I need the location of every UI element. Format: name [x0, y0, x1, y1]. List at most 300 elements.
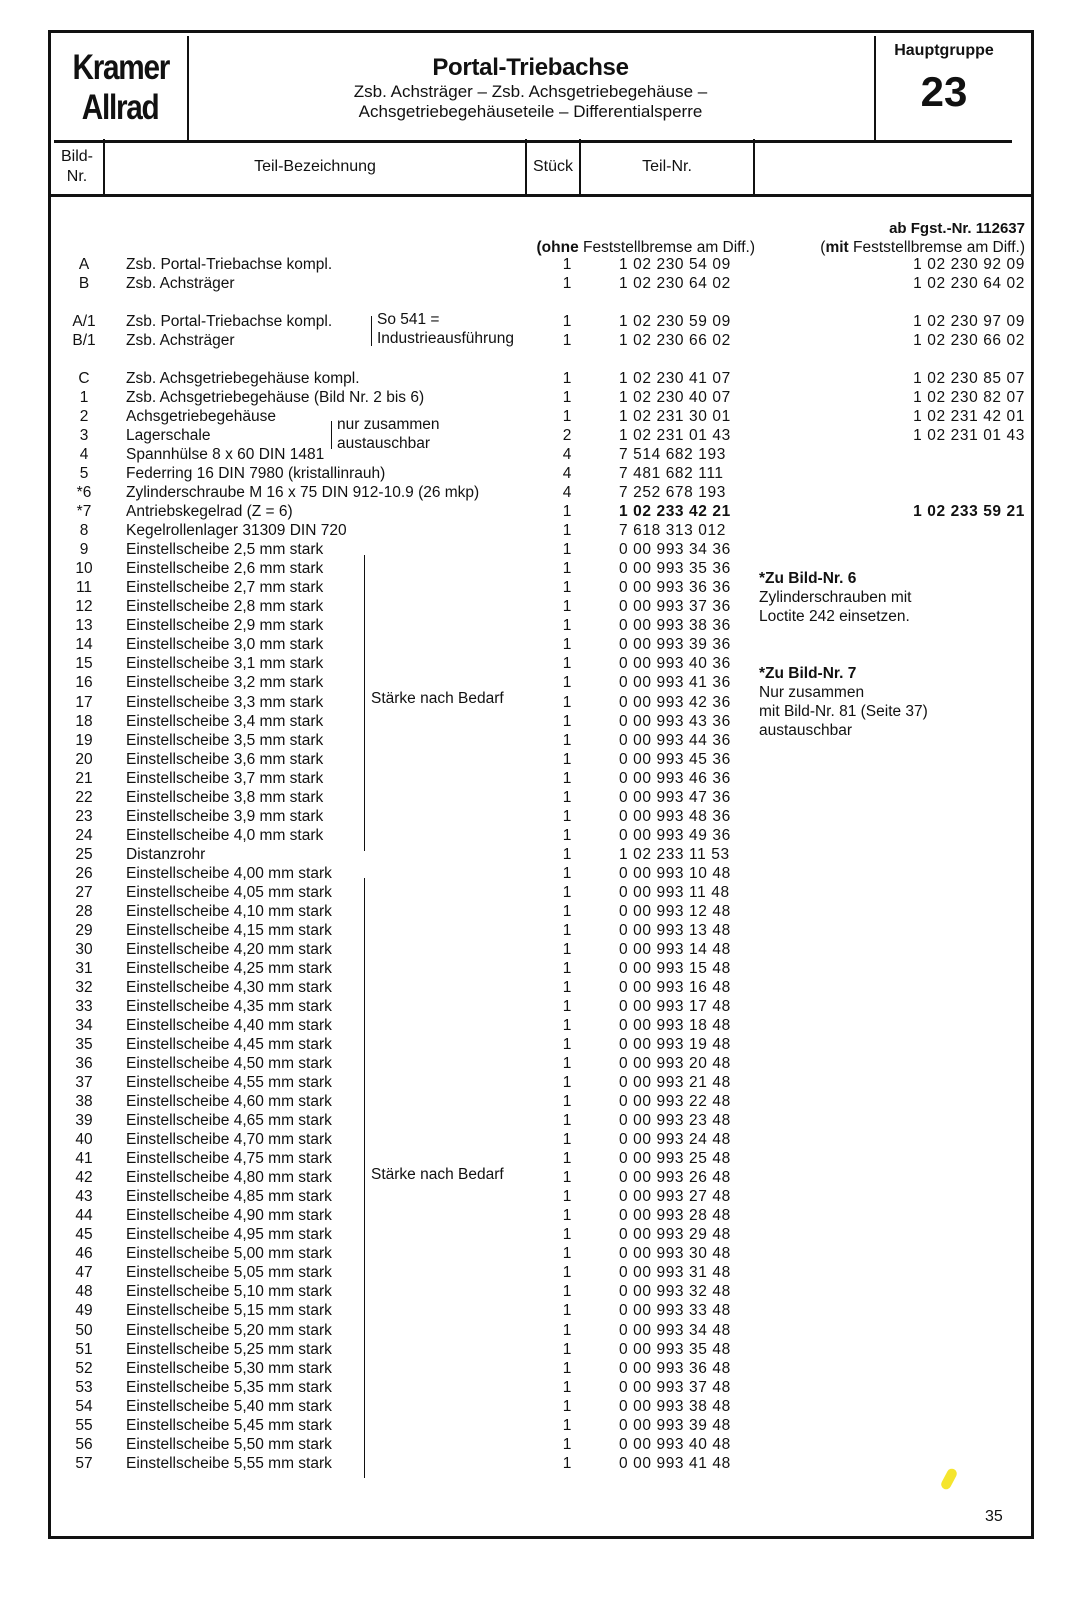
- bezeichnung-cell: Zsb. Achsgetriebegehäuse (Bild Nr. 2 bis 6): [126, 389, 425, 407]
- teil-nr-cell: 0 00 993 43 36: [619, 712, 731, 730]
- teil-nr-alt-cell: 1 02 230 66 02: [913, 332, 1025, 349]
- stueck-cell: 1: [562, 1359, 572, 1377]
- bezeichnung-cell: Zsb. Portal-Triebachse kompl.: [126, 313, 333, 330]
- stueck-cell: 1: [562, 1454, 572, 1472]
- bezeichnung-cell: Einstellscheibe 4,15 mm stark: [126, 921, 332, 939]
- bild-nr-cell: 34: [75, 1017, 93, 1035]
- table-row: [51, 1130, 1031, 1149]
- column-header-teil-nr: Teil-Nr.: [642, 157, 692, 175]
- bezeichnung-cell: Einstellscheibe 4,10 mm stark: [126, 902, 332, 920]
- bild-nr-cell: 20: [75, 750, 93, 768]
- table-row: [51, 388, 1031, 407]
- bezeichnung-cell: Federring 16 DIN 7980 (kristallinrauh): [126, 465, 386, 483]
- stueck-cell: 1: [562, 1112, 572, 1130]
- bild-nr-cell: 53: [75, 1378, 93, 1396]
- stueck-cell: 1: [562, 1397, 572, 1415]
- bild-nr-cell: 41: [75, 1150, 93, 1168]
- stueck-cell: 1: [562, 921, 572, 939]
- staerke-note-1: Stärke nach Bedarf: [371, 690, 504, 707]
- bezeichnung-cell: Einstellscheibe 5,45 mm stark: [126, 1416, 332, 1434]
- teil-nr-cell: 0 00 993 38 36: [619, 617, 731, 635]
- bild-nr-cell: 9: [79, 541, 89, 559]
- stueck-cell: 1: [562, 1264, 572, 1282]
- bezeichnung-cell: Einstellscheibe 4,00 mm stark: [126, 864, 332, 882]
- note7-line-1: Nur zusammen: [759, 684, 865, 701]
- table-row: [51, 1378, 1031, 1397]
- bild-nr-cell: A: [78, 256, 90, 273]
- table-row: [51, 864, 1031, 883]
- stueck-cell: 1: [562, 1188, 572, 1206]
- staerke-note-2: Stärke nach Bedarf: [371, 1166, 504, 1183]
- nur-zusammen-line-1: nur zusammen: [337, 416, 440, 433]
- teil-nr-cell: 0 00 993 30 48: [619, 1245, 731, 1263]
- bezeichnung-cell: Einstellscheibe 3,3 mm stark: [126, 693, 324, 711]
- table-row: [51, 1397, 1031, 1416]
- column-header-bezeichnung: Teil-Bezeichnung: [254, 157, 376, 175]
- bild-nr-cell: B/1: [72, 332, 96, 349]
- bild-nr-cell: *7: [76, 503, 92, 521]
- stueck-cell: 1: [562, 731, 572, 749]
- stueck-cell: 1: [562, 1416, 572, 1434]
- bild-nr-cell: 52: [75, 1359, 93, 1377]
- bild-nr-cell: *6: [76, 484, 92, 502]
- bild-nr-cell: 56: [75, 1435, 93, 1453]
- teil-nr-cell: 0 00 993 19 48: [619, 1036, 731, 1054]
- bild-nr-cell: 48: [75, 1283, 93, 1301]
- bezeichnung-cell: Einstellscheibe 5,00 mm stark: [126, 1245, 332, 1263]
- stueck-cell: 1: [562, 256, 572, 273]
- bild-nr-cell: 32: [75, 978, 93, 996]
- so541-bracket: [371, 316, 372, 346]
- bezeichnung-cell: Einstellscheibe 3,7 mm stark: [126, 769, 324, 787]
- subtitle-line-1: Zsb. Achsträger – Zsb. Achsgetriebegehäuse –: [353, 82, 708, 101]
- stueck-cell: 1: [562, 370, 572, 387]
- bild-nr-cell: B: [78, 275, 90, 292]
- bezeichnung-cell: Einstellscheibe 3,1 mm stark: [126, 655, 324, 673]
- teil-nr-cell: 0 00 993 46 36: [619, 769, 731, 787]
- teil-nr-alt-cell: 1 02 230 85 07: [913, 370, 1025, 387]
- table-row: [51, 274, 1031, 293]
- bezeichnung-cell: Einstellscheibe 4,85 mm stark: [126, 1188, 332, 1206]
- teil-nr-cell: 0 00 993 29 48: [619, 1226, 731, 1244]
- bezeichnung-cell: Zsb. Achsgetriebegehäuse kompl.: [126, 370, 360, 387]
- table-row: [51, 369, 1031, 388]
- bezeichnung-cell: Einstellscheibe 3,8 mm stark: [126, 788, 324, 806]
- note6-title: *Zu Bild-Nr. 6: [759, 570, 857, 587]
- table-row: [51, 788, 1031, 807]
- stueck-cell: 1: [562, 598, 572, 616]
- stueck-cell: 1: [562, 674, 572, 692]
- bild-nr-cell: 26: [75, 864, 93, 882]
- teil-nr-alt-cell: 1 02 230 92 09: [913, 256, 1025, 273]
- teil-nr-cell: 0 00 993 18 48: [619, 1017, 731, 1035]
- table-row: [51, 312, 1031, 331]
- stueck-cell: 1: [562, 408, 572, 426]
- brand-line-2: Allrad: [82, 88, 159, 127]
- bild-nr-cell: 28: [75, 902, 93, 920]
- bild-nr-cell: 22: [75, 788, 93, 806]
- stueck-cell: 1: [562, 655, 572, 673]
- page-title: Portal-Triebachse: [432, 54, 629, 81]
- bezeichnung-cell: Einstellscheibe 3,0 mm stark: [126, 636, 324, 654]
- stueck-cell: 1: [562, 693, 572, 711]
- bezeichnung-cell: Einstellscheibe 3,9 mm stark: [126, 807, 324, 825]
- stueck-cell: 2: [562, 427, 572, 445]
- table-row: [51, 1244, 1031, 1263]
- bezeichnung-cell: Einstellscheibe 4,35 mm stark: [126, 997, 332, 1015]
- table-row: [51, 1301, 1031, 1320]
- stueck-cell: 1: [562, 1302, 572, 1320]
- bild-nr-cell: 40: [75, 1131, 93, 1149]
- teil-nr-cell: 0 00 993 22 48: [619, 1093, 731, 1111]
- table-row: [51, 1321, 1031, 1340]
- stueck-cell: 1: [562, 769, 572, 787]
- bezeichnung-cell: Einstellscheibe 3,5 mm stark: [126, 731, 324, 749]
- table-row: [51, 1435, 1031, 1454]
- stueck-cell: 1: [562, 560, 572, 578]
- table-row: [51, 426, 1031, 445]
- so541-note-line-2: Industrieausführung: [377, 330, 515, 347]
- table-row: [51, 1054, 1031, 1073]
- teil-nr-cell: 0 00 993 42 36: [619, 693, 731, 711]
- stueck-cell: 1: [562, 1055, 572, 1073]
- stueck-cell: 1: [562, 807, 572, 825]
- bezeichnung-cell: Achsgetriebegehäuse: [126, 408, 276, 426]
- bild-nr-cell: 21: [75, 769, 93, 787]
- title-block: [187, 36, 874, 143]
- teil-nr-cell: 0 00 993 45 36: [619, 750, 731, 768]
- stueck-cell: 1: [562, 1017, 572, 1035]
- teil-nr-alt-cell: 1 02 233 59 21: [913, 503, 1025, 521]
- bezeichnung-cell: Kegelrollenlager 31309 DIN 720: [126, 522, 347, 540]
- teil-nr-cell: 0 00 993 17 48: [619, 997, 731, 1015]
- table-row: [51, 769, 1031, 788]
- teil-nr-cell: 0 00 993 15 48: [619, 959, 731, 977]
- bild-nr-cell: 29: [75, 921, 93, 939]
- bezeichnung-cell: Einstellscheibe 5,55 mm stark: [126, 1454, 332, 1472]
- stueck-cell: 1: [562, 1131, 572, 1149]
- table-row: [51, 997, 1031, 1016]
- table-row: [51, 902, 1031, 921]
- table-row: [51, 807, 1031, 826]
- bild-nr-cell: 35: [75, 1036, 93, 1054]
- teil-nr-cell: 0 00 993 16 48: [619, 978, 731, 996]
- stueck-cell: 1: [562, 522, 572, 540]
- bild-nr-cell: 47: [75, 1264, 93, 1282]
- bild-nr-cell: 55: [75, 1416, 93, 1434]
- note6-line-1: Zylinderschrauben mit: [759, 589, 912, 606]
- stueck-cell: 1: [562, 1340, 572, 1358]
- table-row: [51, 1282, 1031, 1301]
- table-row: [51, 1454, 1031, 1473]
- stueck-cell: 1: [562, 579, 572, 597]
- ohne-feststellbremse-label: (ohne Feststellbremse am Diff.): [536, 239, 755, 256]
- bild-nr-cell: 8: [79, 522, 89, 540]
- stueck-cell: 1: [562, 636, 572, 654]
- bezeichnung-cell: Einstellscheibe 2,7 mm stark: [126, 579, 324, 597]
- bild-nr-cell: 24: [75, 826, 93, 844]
- table-row: [51, 1073, 1031, 1092]
- bezeichnung-cell: Einstellscheibe 4,20 mm stark: [126, 940, 332, 958]
- bezeichnung-cell: Einstellscheibe 4,50 mm stark: [126, 1055, 332, 1073]
- bezeichnung-cell: Einstellscheibe 2,9 mm stark: [126, 617, 324, 635]
- bild-nr-cell: 18: [75, 712, 93, 730]
- teil-nr-cell: 0 00 993 21 48: [619, 1074, 731, 1092]
- table-row: [51, 1092, 1031, 1111]
- teil-nr-cell: 0 00 993 47 36: [619, 788, 731, 806]
- bild-nr-cell: 2: [79, 408, 89, 426]
- stueck-cell: 1: [562, 845, 572, 863]
- bezeichnung-cell: Einstellscheibe 3,6 mm stark: [126, 750, 324, 768]
- stueck-cell: 1: [562, 503, 572, 521]
- column-header-stueck: Stück: [532, 157, 573, 175]
- bild-nr-cell: 31: [75, 959, 93, 977]
- table-row: [51, 1416, 1031, 1435]
- column-header-bild-nr: Bild- Nr.: [60, 147, 93, 185]
- teil-nr-cell: 0 00 993 24 48: [619, 1131, 731, 1149]
- so541-note-line-1: So 541 =: [377, 311, 440, 328]
- table-row: [51, 959, 1031, 978]
- table-row: [51, 407, 1031, 426]
- bild-nr-cell: 33: [75, 997, 93, 1015]
- stueck-cell: 1: [562, 940, 572, 958]
- teil-nr-cell: 1 02 230 59 09: [619, 313, 731, 330]
- table-row: [51, 1206, 1031, 1225]
- stueck-cell: 1: [562, 1226, 572, 1244]
- bezeichnung-cell: Einstellscheibe 5,35 mm stark: [126, 1378, 332, 1396]
- bild-nr-cell: 1: [79, 389, 89, 407]
- ab-fgst-label: ab Fgst.-Nr. 112637: [889, 220, 1025, 237]
- teil-nr-cell: 1 02 230 41 07: [619, 370, 731, 387]
- teil-nr-cell: 0 00 993 40 36: [619, 655, 731, 673]
- stueck-cell: 1: [562, 275, 572, 292]
- teil-nr-cell: 0 00 993 36 48: [619, 1359, 731, 1377]
- bezeichnung-cell: Einstellscheibe 3,2 mm stark: [126, 674, 324, 692]
- teil-nr-alt-cell: 1 02 230 64 02: [913, 275, 1025, 292]
- teil-nr-cell: 0 00 993 14 48: [619, 940, 731, 958]
- bezeichnung-cell: Spannhülse 8 x 60 DIN 1481: [126, 446, 325, 464]
- note7-title: *Zu Bild-Nr. 7: [759, 665, 857, 682]
- note6-line-2: Loctite 242 einsetzen.: [759, 608, 910, 625]
- teil-nr-cell: 0 00 993 26 48: [619, 1169, 731, 1187]
- table-row: [51, 1035, 1031, 1054]
- bild-nr-cell: 54: [75, 1397, 93, 1415]
- teil-nr-cell: 7 618 313 012: [619, 522, 726, 540]
- teil-nr-cell: 0 00 993 40 48: [619, 1435, 731, 1453]
- table-row: [51, 940, 1031, 959]
- bild-nr-cell: 50: [75, 1321, 93, 1339]
- bezeichnung-cell: Einstellscheibe 5,10 mm stark: [126, 1283, 332, 1301]
- bezeichnung-cell: Einstellscheibe 4,25 mm stark: [126, 959, 332, 977]
- teil-nr-cell: 0 00 993 25 48: [619, 1150, 731, 1168]
- stueck-cell: 1: [562, 1150, 572, 1168]
- bezeichnung-cell: Einstellscheibe 4,95 mm stark: [126, 1226, 332, 1244]
- stueck-cell: 4: [562, 446, 572, 464]
- nur-zusammen-bracket: [331, 421, 332, 449]
- stueck-cell: 1: [562, 826, 572, 844]
- teil-nr-cell: 1 02 230 66 02: [619, 332, 731, 349]
- table-row: [51, 731, 1031, 750]
- table-row: [51, 883, 1031, 902]
- stueck-cell: 1: [562, 959, 572, 977]
- teil-nr-cell: 0 00 993 11 48: [619, 883, 730, 901]
- bezeichnung-cell: Einstellscheibe 5,40 mm stark: [126, 1397, 332, 1415]
- table-row: [51, 502, 1031, 521]
- bezeichnung-cell: Einstellscheibe 2,6 mm stark: [126, 560, 324, 578]
- bild-nr-cell: 23: [75, 807, 93, 825]
- teil-nr-cell: 1 02 230 40 07: [619, 389, 731, 407]
- teil-nr-cell: 0 00 993 44 36: [619, 731, 731, 749]
- stueck-cell: 1: [562, 1283, 572, 1301]
- stueck-cell: 4: [562, 484, 572, 502]
- teil-nr-cell: 0 00 993 37 48: [619, 1378, 731, 1396]
- bild-nr-cell: 15: [75, 655, 93, 673]
- bild-nr-cell: 37: [75, 1074, 93, 1092]
- bild-nr-cell: 19: [75, 731, 93, 749]
- teil-nr-cell: 0 00 993 36 36: [619, 579, 731, 597]
- note7-line-3: austauschbar: [759, 722, 853, 739]
- teil-nr-cell: 0 00 993 28 48: [619, 1207, 731, 1225]
- stueck-cell: 1: [562, 1036, 572, 1054]
- table-row: [51, 1111, 1031, 1130]
- stueck-cell: 1: [562, 313, 572, 330]
- teil-nr-cell: 1 02 231 30 01: [619, 408, 731, 426]
- bezeichnung-cell: Einstellscheibe 5,25 mm stark: [126, 1340, 332, 1358]
- bild-nr-cell: 5: [79, 465, 89, 483]
- stueck-cell: 1: [562, 1435, 572, 1453]
- teil-nr-cell: 0 00 993 32 48: [619, 1283, 731, 1301]
- stueck-cell: 1: [562, 1074, 572, 1092]
- stueck-cell: 1: [562, 902, 572, 920]
- bild-nr-cell: 36: [75, 1055, 93, 1073]
- teil-nr-cell: 0 00 993 34 48: [619, 1321, 731, 1339]
- bild-nr-cell: 11: [75, 579, 93, 597]
- bild-nr-cell: 4: [79, 446, 89, 464]
- bild-nr-cell: 45: [75, 1226, 93, 1244]
- bezeichnung-cell: Zsb. Portal-Triebachse kompl.: [126, 256, 333, 273]
- bezeichnung-cell: Einstellscheibe 3,4 mm stark: [126, 712, 324, 730]
- nur-zusammen-line-2: austauschbar: [337, 435, 431, 452]
- stueck-cell: 1: [562, 1378, 572, 1396]
- stueck-cell: 1: [562, 750, 572, 768]
- bezeichnung-cell: Lagerschale: [126, 427, 211, 445]
- teil-nr-cell: 0 00 993 38 48: [619, 1397, 731, 1415]
- stueck-cell: 1: [562, 617, 572, 635]
- teil-nr-cell: 0 00 993 20 48: [619, 1055, 731, 1073]
- mit-feststellbremse-label: (mit Feststellbremse am Diff.): [820, 239, 1025, 256]
- bezeichnung-cell: Einstellscheibe 4,0 mm stark: [126, 826, 324, 844]
- bezeichnung-cell: Einstellscheibe 5,50 mm stark: [126, 1435, 332, 1453]
- teil-nr-alt-cell: 1 02 230 82 07: [913, 389, 1025, 407]
- bezeichnung-cell: Einstellscheibe 5,20 mm stark: [126, 1321, 332, 1339]
- teil-nr-cell: 1 02 230 64 02: [619, 275, 731, 292]
- bild-nr-cell: 10: [75, 560, 93, 578]
- bild-nr-cell: 14: [75, 636, 93, 654]
- stueck-cell: 1: [562, 997, 572, 1015]
- bezeichnung-cell: Einstellscheibe 4,65 mm stark: [126, 1112, 332, 1130]
- table-row: [51, 1359, 1031, 1378]
- main-group-number: 23: [920, 68, 968, 115]
- teil-nr-cell: 1 02 233 11 53: [619, 845, 730, 863]
- table-row: [51, 1016, 1031, 1035]
- stueck-cell: 1: [562, 541, 572, 559]
- table-row: [51, 635, 1031, 654]
- teil-nr-cell: 0 00 993 23 48: [619, 1112, 731, 1130]
- bild-nr-cell: C: [78, 370, 90, 387]
- teil-nr-cell: 0 00 993 33 48: [619, 1302, 731, 1320]
- stueck-cell: 1: [562, 1169, 572, 1187]
- table-row: [51, 1225, 1031, 1244]
- bezeichnung-cell: Einstellscheibe 4,90 mm stark: [126, 1207, 332, 1225]
- stueck-cell: 1: [562, 788, 572, 806]
- bild-nr-cell: A/1: [72, 313, 96, 330]
- stueck-cell: 1: [562, 332, 572, 349]
- bezeichnung-cell: Zsb. Achsträger: [126, 275, 235, 292]
- teil-nr-cell: 1 02 233 42 21: [619, 503, 731, 521]
- bild-nr-cell: 30: [75, 940, 93, 958]
- table-row: [51, 255, 1031, 274]
- table-row: [51, 540, 1031, 559]
- bezeichnung-cell: Einstellscheibe 5,15 mm stark: [126, 1302, 332, 1320]
- table-row: [51, 978, 1031, 997]
- brand-logo: [54, 36, 189, 143]
- table-row: [51, 1168, 1031, 1187]
- bild-nr-cell: 57: [75, 1454, 93, 1472]
- teil-nr-alt-cell: 1 02 230 97 09: [913, 313, 1025, 330]
- table-row: [51, 750, 1031, 769]
- bezeichnung-cell: Einstellscheibe 4,05 mm stark: [126, 883, 332, 901]
- stueck-cell: 1: [562, 1245, 572, 1263]
- teil-nr-cell: 7 481 682 111: [619, 465, 724, 483]
- teil-nr-cell: 7 252 678 193: [619, 484, 726, 502]
- bild-nr-cell: 51: [75, 1340, 93, 1358]
- bezeichnung-cell: Einstellscheibe 4,80 mm stark: [126, 1169, 332, 1187]
- table-row: [51, 1263, 1031, 1282]
- staerke-bracket-1: [364, 555, 365, 851]
- teil-nr-cell: 0 00 993 39 48: [619, 1416, 731, 1434]
- teil-nr-cell: 0 00 993 37 36: [619, 598, 731, 616]
- stueck-cell: 1: [562, 1207, 572, 1225]
- bild-nr-cell: 16: [75, 674, 93, 692]
- stueck-cell: 1: [562, 389, 572, 407]
- bild-nr-cell: 17: [75, 693, 93, 711]
- bezeichnung-cell: Einstellscheibe 4,40 mm stark: [126, 1017, 332, 1035]
- bild-nr-cell: 25: [75, 845, 93, 863]
- table-row: [51, 445, 1031, 464]
- main-group-label: Hauptgruppe: [894, 42, 994, 59]
- table-row: [51, 464, 1031, 483]
- table-row: [51, 521, 1031, 540]
- teil-nr-cell: 0 00 993 41 36: [619, 674, 731, 692]
- bezeichnung-cell: Einstellscheibe 4,45 mm stark: [126, 1036, 332, 1054]
- column-divider: [753, 139, 755, 194]
- teil-nr-cell: 0 00 993 49 36: [619, 826, 731, 844]
- bezeichnung-cell: Einstellscheibe 5,30 mm stark: [126, 1359, 332, 1377]
- stueck-cell: 4: [562, 465, 572, 483]
- teil-nr-cell: 1 02 231 01 43: [619, 427, 731, 445]
- bezeichnung-cell: Einstellscheibe 2,8 mm stark: [126, 598, 324, 616]
- teil-nr-cell: 0 00 993 39 36: [619, 636, 731, 654]
- bild-nr-cell: 27: [75, 883, 93, 901]
- teil-nr-cell: 7 514 682 193: [619, 446, 726, 464]
- bezeichnung-cell: Einstellscheibe 4,30 mm stark: [126, 978, 332, 996]
- stueck-cell: 1: [562, 883, 572, 901]
- brand-line-1: Kramer: [72, 48, 169, 87]
- table-row: [51, 673, 1031, 692]
- teil-nr-cell: 0 00 993 27 48: [619, 1188, 731, 1206]
- teil-nr-cell: 0 00 993 35 48: [619, 1340, 731, 1358]
- table-row: [51, 654, 1031, 673]
